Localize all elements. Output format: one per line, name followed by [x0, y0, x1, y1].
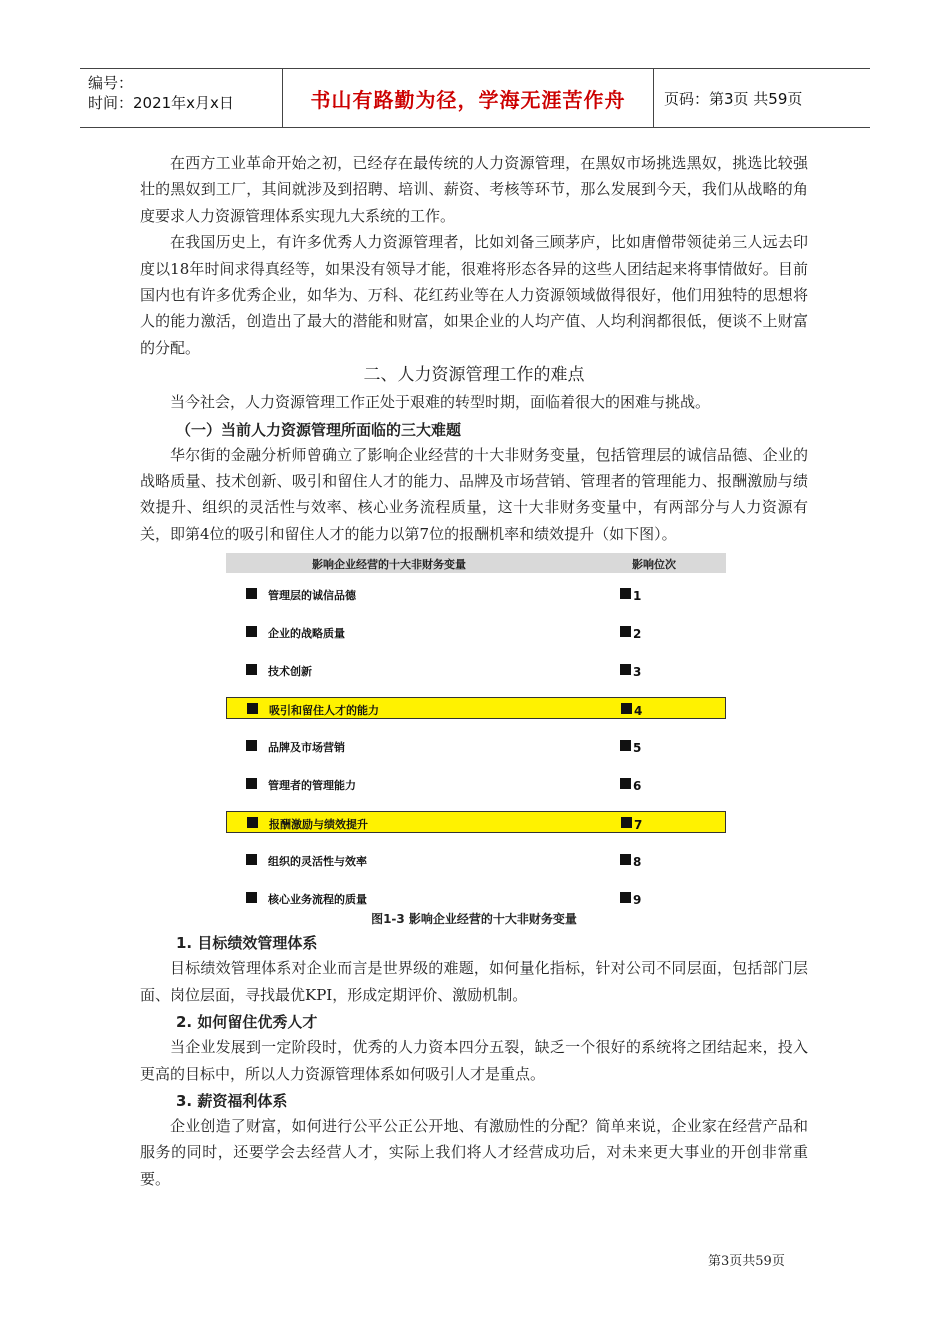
rank-square-icon	[620, 892, 631, 903]
bullet-square-icon	[246, 854, 257, 865]
header-motto: 书山有路勤为径，学海无涯苦作舟	[282, 69, 654, 127]
subsection-heading: （一）当前人力资源管理所面临的三大难题	[176, 420, 462, 439]
header-meta	[88, 73, 284, 113]
item-2-text: 当企业发展到一定阶段时，优秀的人力资本四分五裂，缺乏一个很好的系统将之团结起来，投入更高的目标中，所以人力资源管理体系如何吸引人才是重点。	[140, 1038, 808, 1083]
paragraph-2: 在我国历史上，有许多优秀人力资源管理者，比如刘备三顾茅庐，比如唐僧带领徒弟三人远去印度以18年时间求得真经等，如果没有领导才能，很难将形态各异的这些人团结起来将事情做好。目前国内也有许多优秀企业，如华为、万科、花红药业等在人力资源领域做得很好，他们用独特的思想将人的能力激活，创造出了最大的潜能和财富，如果企业的人均产值、人均利润都很低，便谈不上财富的分配。	[140, 233, 808, 357]
paragraph-1: 在西方工业革命开始之初，已经存在最传统的人力资源管理，在黑奴市场挑选黑奴，挑选比较强壮的黑奴到工厂，其间就涉及到招聘、培训、薪资、考核等环节，那么发展到今天，我们从战略的角度要求人力资源管理体系实现九大系统的工作。	[140, 154, 808, 225]
rank-square-icon	[620, 588, 631, 599]
figure-row-name: 管理者的管理能力	[268, 779, 356, 793]
rank-square-icon	[620, 740, 631, 751]
figure-row	[226, 735, 726, 757]
rank-square-icon	[621, 817, 632, 828]
figure-row-name: 管理层的诚信品德	[268, 589, 356, 603]
paragraph-4: 华尔街的金融分析师曾确立了影响企业经营的十大非财务变量，包括管理层的诚信品德、企业的战略质量、技术创新、吸引和留住人才的能力、品牌及市场营销、管理者的管理能力、报酬激励与绩效提升、组织的灵活性与效率、核心业务流程质量，这十大非财务变量中，有两部分与人力资源有关，即第4位的吸引和留住人才的能力以第7位的报酬机率和绩效提升（如下图）。	[140, 445, 808, 543]
section-heading: 二、人力资源管理工作的难点	[363, 365, 585, 386]
header-page-label: 页码：第3页 共59页	[664, 90, 803, 108]
document-body	[140, 150, 808, 1192]
item-3-text: 企业创造了财富，如何进行公平公正公开地、有激励性的分配？简单来说，企业家在经营产品和服务的同时，还要学会去经营人才，实际上我们将人才经营成功后，对未来更大事业的开创非常重要。	[140, 1116, 808, 1188]
page-header	[80, 68, 870, 128]
header-date-label: 时间：2021年x月x日	[88, 94, 234, 112]
bullet-square-icon	[247, 703, 258, 714]
figure-row-rank: 8	[633, 855, 642, 870]
figure-row-name: 吸引和留住人才的能力	[269, 704, 379, 718]
header-number-label: 编号：	[88, 74, 134, 92]
figure-row-rank: 6	[633, 779, 642, 794]
figure-row	[226, 659, 726, 681]
figure-row-rank: 5	[633, 741, 642, 756]
figure-row-name: 技术创新	[268, 665, 312, 679]
bullet-square-icon	[246, 664, 257, 675]
figure-table	[226, 553, 726, 908]
figure-header-row	[226, 553, 726, 573]
figure-row	[226, 583, 726, 605]
bullet-square-icon	[247, 817, 258, 828]
figure-row-name: 组织的灵活性与效率	[268, 855, 367, 869]
figure-row-rank: 9	[633, 893, 642, 908]
figure-row-rank: 1	[633, 589, 642, 604]
figure-col-rank: 影响位次	[632, 558, 676, 572]
rank-square-icon	[620, 664, 631, 675]
figure-row	[226, 773, 726, 795]
figure-row-name: 企业的战略质量	[268, 627, 345, 641]
figure-row	[226, 849, 726, 871]
figure-row-name: 报酬激励与绩效提升	[269, 818, 368, 832]
rank-square-icon	[620, 854, 631, 865]
bullet-square-icon	[246, 626, 257, 637]
bullet-square-icon	[246, 740, 257, 751]
rank-square-icon	[620, 778, 631, 789]
figure-row	[226, 811, 726, 833]
item-1-title: 1. 目标绩效管理体系	[176, 934, 318, 953]
item-1-text: 目标绩效管理体系对企业而言是世界级的难题，如何量化指标，针对公司不同层面，包括部门层面、岗位层面，寻找最优KPI，形成定期评价、激励机制。	[140, 959, 808, 1004]
item-2-title: 2. 如何留住优秀人才	[176, 1013, 318, 1032]
item-3-title: 3. 薪资福利体系	[176, 1091, 288, 1110]
bullet-square-icon	[246, 778, 257, 789]
figure-row	[226, 697, 726, 719]
page-footer: 第3页共59页	[708, 1254, 785, 1269]
figure-row-name: 核心业务流程的质量	[268, 893, 367, 907]
bullet-square-icon	[246, 892, 257, 903]
figure-row-rank: 7	[634, 818, 643, 833]
figure-row-rank: 3	[633, 665, 642, 680]
rank-square-icon	[620, 626, 631, 637]
figure-row-rank: 4	[634, 704, 643, 719]
rank-square-icon	[621, 703, 632, 714]
bullet-square-icon	[246, 588, 257, 599]
figure-col-variable: 影响企业经营的十大非财务变量	[312, 558, 466, 572]
figure-row-name: 品牌及市场营销	[268, 741, 345, 755]
paragraph-3: 当今社会，人力资源管理工作正处于艰难的转型时期，面临着很大的困难与挑战。	[170, 393, 711, 412]
figure-row	[226, 887, 726, 909]
figure-row	[226, 621, 726, 643]
figure-caption: 图1-3 影响企业经营的十大非财务变量	[371, 912, 577, 927]
figure-row-rank: 2	[633, 627, 642, 642]
